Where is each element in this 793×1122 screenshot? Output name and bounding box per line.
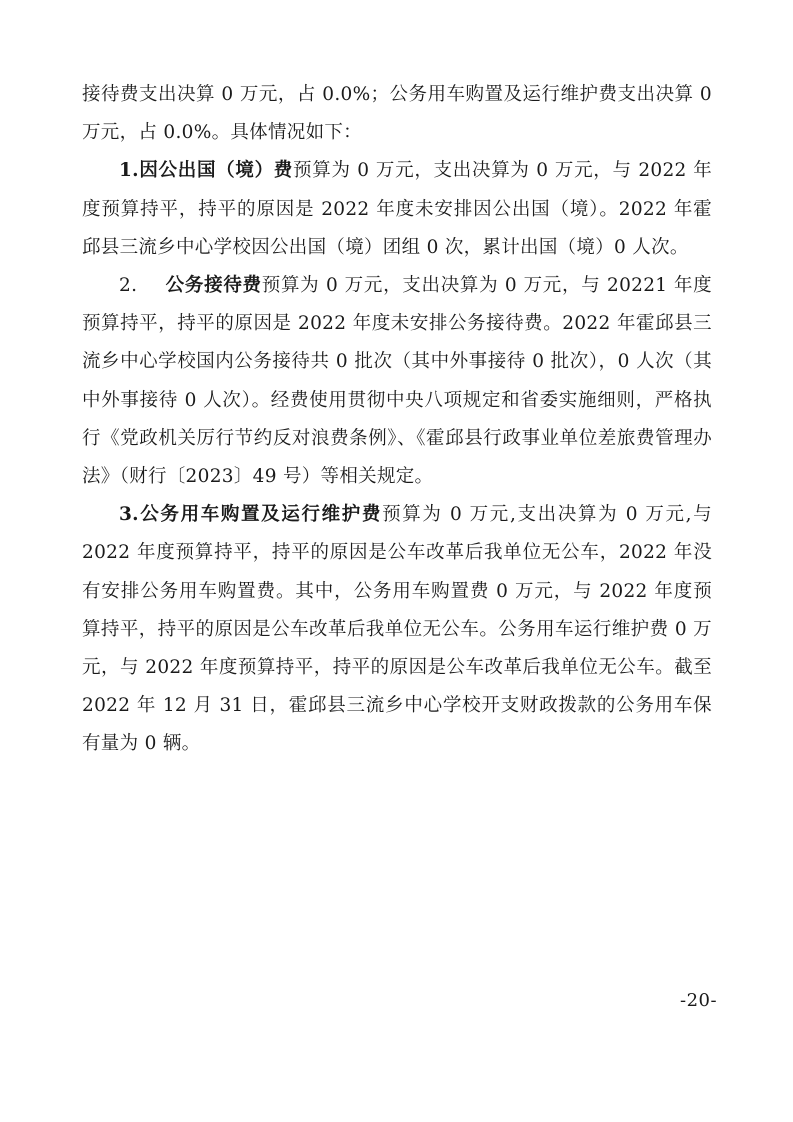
item2-body: 预算为 0 万元，支出决算为 0 万元，与 20221 年度预算持平，持平的原因是 2022 年度未安排公务接待费。2022 年霍邱县三流乡中心学校国内公务接待共 0 批次（其中外事接待 0 批次），0 人次（其中外事接待 0 人次）。经费使用贯彻中央八项规定和省委实施细则，严格执行《党政机关厉行节约反对浪费条例》、《霍邱县行政事业单位差旅费管理办法》（财行〔2023〕49 号）等相关规定。 (82, 275, 712, 488)
item1-body: 预算为 0 万元，支出决算为 0 万元，与 2022 年度预算持平，持平的原因是 2022 年度未安排因公出国（境）。2022 年霍邱县三流乡中心学校因公出国（境）团组 0 次，累计出国（境）0 人次。 (82, 160, 712, 258)
intro-paragraph (82, 76, 712, 152)
item3-heading: 3.公务用车购置及运行维护费 (119, 504, 383, 526)
item2-number: 2. (119, 275, 138, 297)
item1-heading: 1.因公出国（境）费 (119, 160, 294, 182)
intro-text: 接待费支出决算 0 万元，占 0.0%；公务用车购置及运行维护费支出决算 0 万元，占 0.0%。具体情况如下： (82, 84, 712, 144)
item2-heading: 公务接待费 (165, 275, 262, 297)
body-text (82, 76, 712, 764)
item3-paragraph (82, 496, 712, 763)
item1-paragraph (82, 152, 712, 267)
item2-paragraph (82, 267, 712, 496)
item3-body: 预算为 0 万元,支出决算为 0 万元,与 2022 年度预算持平，持平的原因是公车改革后我单位无公车，2022 年没有安排公务用车购置费。其中，公务用车购置费 0 万元，与 2022 年度预算持平，持平的原因是公车改革后我单位无公车。公务用车运行维护费 0 万元，与 2022 年度预算持平，持平的原因是公车改革后我单位无公车。截至 2022 年 12 月 31 日，霍邱县三流乡中心学校开支财政拨款的公务用车保有量为 0 辆。 (82, 504, 712, 755)
page-number: -20- (680, 990, 718, 1011)
